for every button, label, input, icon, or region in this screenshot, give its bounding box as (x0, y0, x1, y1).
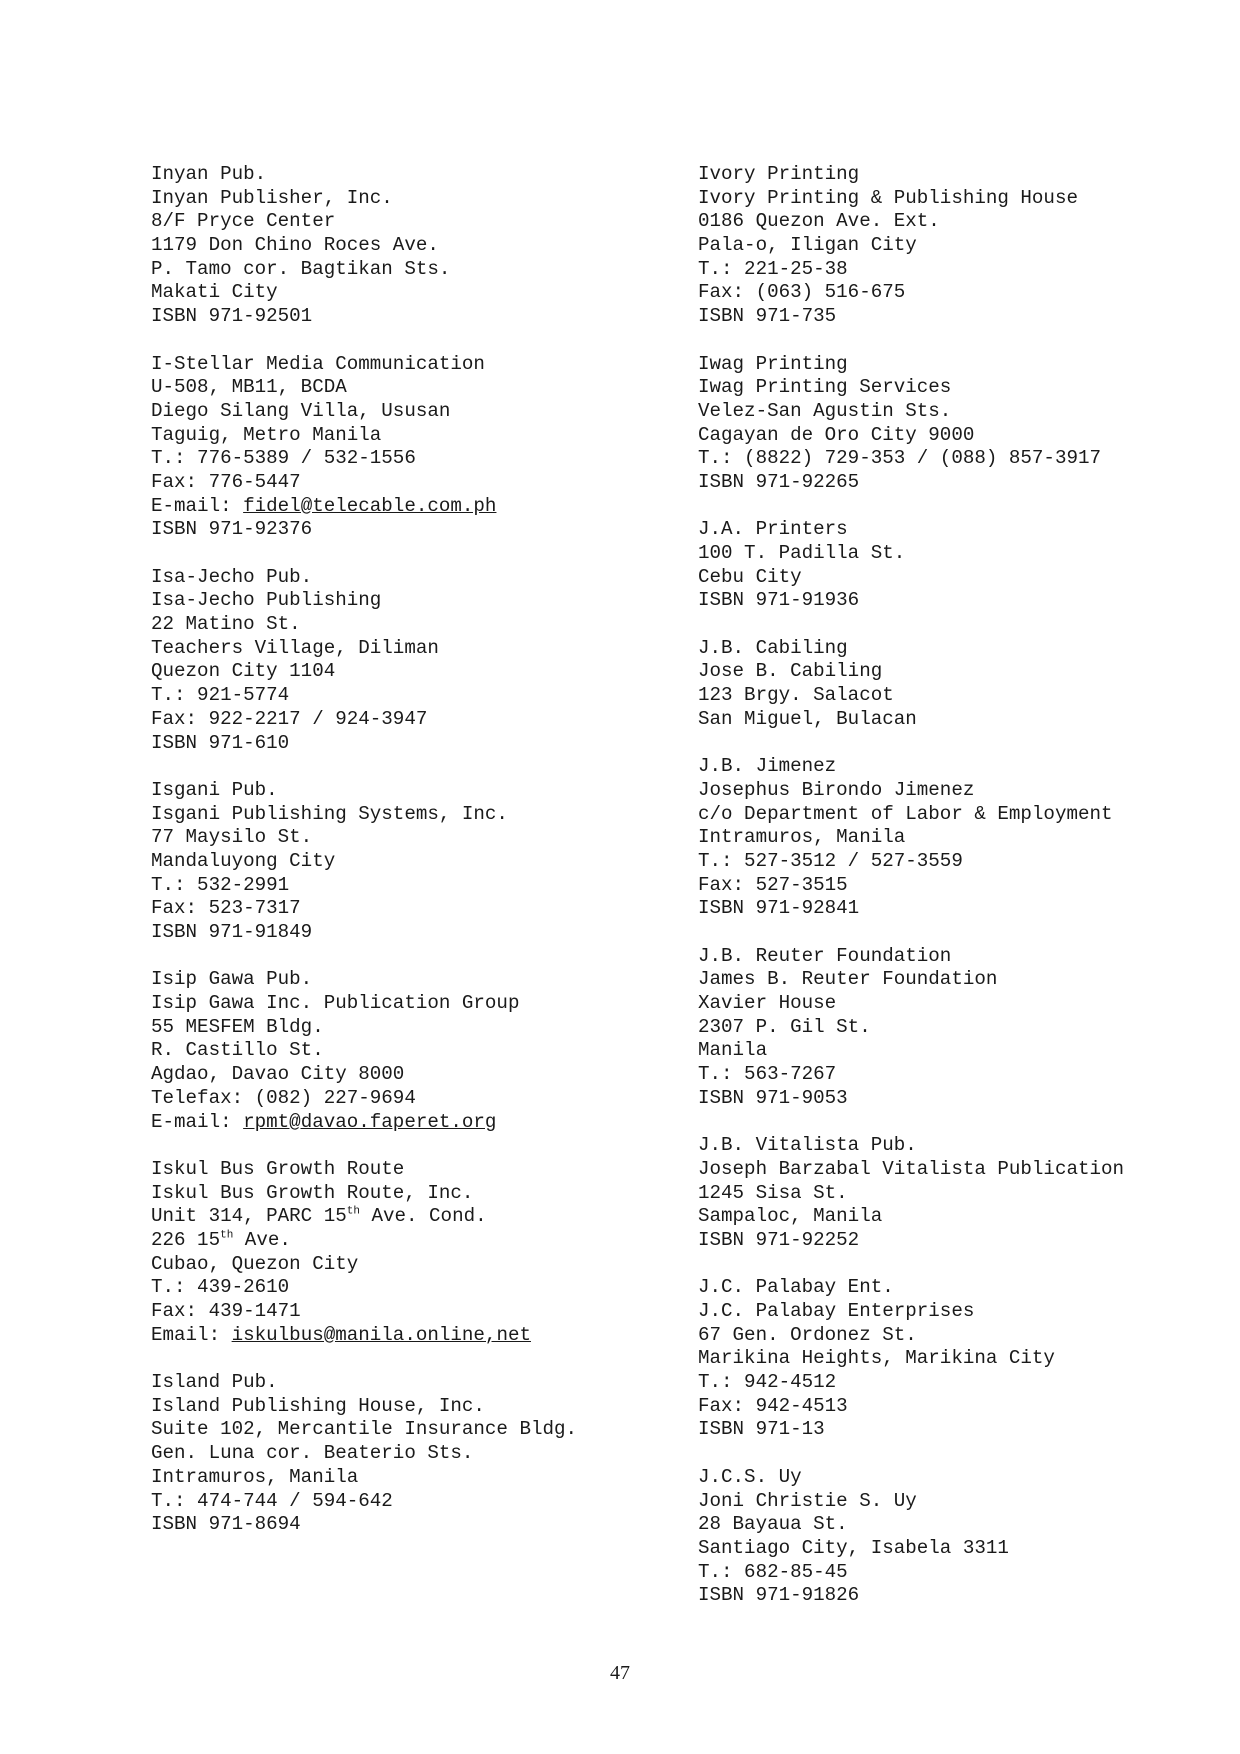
entry-line: Joseph Barzabal Vitalista Publication (698, 1157, 1125, 1180)
entry-line: Velez-San Agustin Sts. (698, 399, 952, 422)
entry-line: T.: 776-5389 / 532-1556 (151, 447, 416, 470)
entry-line (151, 1205, 577, 1229)
entry-line: San Miguel, Bulacan (698, 707, 917, 730)
entry-line: ISBN 971-8694 (151, 1513, 301, 1536)
entry-line: Intramuros, Manila (698, 826, 906, 849)
entry-line: 8/F Pryce Center (151, 210, 336, 233)
email-label: Email: (151, 1323, 232, 1346)
publisher-short-name: Iwag Printing (698, 352, 848, 375)
entry-line: T.: 563-7267 (698, 1063, 837, 1086)
publisher-entry (698, 637, 1124, 732)
email-link[interactable]: iskulbus@manila.online,net (231, 1323, 531, 1346)
entry-line: Isip Gawa Inc. Publication Group (151, 992, 520, 1015)
email-label: E-mail: (151, 1110, 244, 1133)
entry-line: J.C. Palabay Enterprises (698, 1300, 975, 1322)
entry-line: Xavier House (698, 992, 837, 1015)
entry-line: 0186 Quezon Ave. Ext. (698, 210, 940, 233)
publisher-entry (151, 566, 577, 756)
entry-line: 67 Gen. Ordonez St. (698, 1323, 917, 1346)
ordinal-suffix: th (220, 1229, 234, 1242)
entry-line: T.: 942-4512 (698, 1371, 837, 1394)
email-line (151, 1111, 577, 1135)
line-text: Unit 314, PARC 15 (151, 1205, 347, 1228)
ordinal-suffix: th (346, 1205, 360, 1218)
entry-line: T.: 682-85-45 (698, 1560, 848, 1583)
publisher-short-name: Isgani Pub. (151, 778, 278, 801)
entry-line: Fax: 523-7317 (151, 897, 301, 920)
entry-line: ISBN 971-92501 (151, 305, 313, 328)
entry-line: Josephus Birondo Jimenez (698, 778, 975, 801)
publisher-entry (151, 1158, 577, 1348)
publisher-entry (698, 353, 1124, 495)
publisher-entry (151, 1371, 577, 1537)
publisher-short-name: J.B. Reuter Foundation (698, 944, 952, 967)
publisher-short-name: Island Pub. (151, 1371, 278, 1394)
entry-line: 2307 P. Gil St. (698, 1015, 871, 1038)
entry-line: Fax: 776-5447 (151, 470, 301, 493)
email-line (151, 495, 577, 519)
entry-line: T.: 474-744 / 594-642 (151, 1489, 393, 1512)
publisher-short-name: I-Stellar Media Communication (151, 352, 485, 375)
right-column (698, 163, 1124, 1632)
entry-line: Cagayan de Oro City 9000 (698, 423, 975, 446)
page-number: 47 (610, 1662, 630, 1684)
publisher-entry (698, 1466, 1124, 1608)
entry-line: 55 MESFEM Bldg. (151, 1015, 324, 1038)
entry-line: 123 Brgy. Salacot (698, 684, 894, 707)
entry-line: Diego Silang Villa, Ususan (151, 399, 451, 422)
entry-line: Teachers Village, Diliman (151, 636, 439, 659)
entry-line: Pala-o, Iligan City (698, 234, 917, 257)
entry-line: 1179 Don Chino Roces Ave. (151, 234, 439, 257)
entry-line: Cebu City (698, 565, 802, 588)
entry-line: Inyan Publisher, Inc. (151, 186, 393, 209)
entry-line: ISBN 971-13 (698, 1418, 825, 1441)
entry-line: ISBN 971-92252 (698, 1228, 860, 1251)
publisher-short-name: J.C.S. Uy (698, 1465, 802, 1488)
entry-line: Santiago City, Isabela 3311 (698, 1536, 1009, 1559)
publisher-entry (151, 163, 577, 329)
entry-line (151, 1229, 577, 1253)
entry-line: ISBN 971-92376 (151, 518, 313, 541)
entry-line: Fax: 922-2217 / 924-3947 (151, 707, 428, 730)
entry-line: Taguig, Metro Manila (151, 423, 382, 446)
entry-line: ISBN 971-91826 (698, 1584, 860, 1607)
email-link[interactable]: rpmt@davao.faperet.org (243, 1110, 497, 1133)
publisher-entry (151, 779, 577, 945)
entry-line: ISBN 971-9053 (698, 1086, 848, 1109)
entry-line: Fax: 439-1471 (151, 1300, 301, 1322)
entry-line: 1245 Sisa St. (698, 1181, 848, 1204)
entry-line: Fax: (063) 516-675 (698, 281, 906, 304)
entry-line: Quezon City 1104 (151, 660, 336, 683)
entry-line: R. Castillo St. (151, 1039, 324, 1062)
publisher-entry (698, 1276, 1124, 1442)
publisher-short-name: Inyan Pub. (151, 163, 267, 185)
entry-line: c/o Department of Labor & Employment (698, 802, 1113, 825)
entry-line: T.: 527-3512 / 527-3559 (698, 849, 963, 872)
publisher-short-name: Isip Gawa Pub. (151, 968, 313, 991)
entry-line: Suite 102, Mercantile Insurance Bldg. (151, 1418, 578, 1441)
entry-line: Iskul Bus Growth Route, Inc. (151, 1181, 474, 1204)
entry-line: Isa-Jecho Publishing (151, 589, 382, 612)
entry-line: 28 Bayaua St. (698, 1513, 848, 1536)
entry-line: T.: 921-5774 (151, 684, 290, 707)
publisher-short-name: J.B. Vitalista Pub. (698, 1134, 917, 1157)
entry-line: Manila (698, 1039, 768, 1062)
publisher-short-name: Isa-Jecho Pub. (151, 565, 313, 588)
publisher-short-name: J.A. Printers (698, 518, 848, 541)
line-text: Ave. (233, 1228, 291, 1251)
entry-line: James B. Reuter Foundation (698, 968, 998, 991)
entry-line: Island Publishing House, Inc. (151, 1394, 485, 1417)
entry-line: Sampaloc, Manila (698, 1205, 883, 1228)
entry-line: T.: 439-2610 (151, 1276, 290, 1299)
entry-line: ISBN 971-92841 (698, 897, 860, 920)
email-link[interactable]: fidel@telecable.com.ph (243, 494, 497, 517)
line-text: 226 15 (151, 1228, 221, 1251)
entry-line: 22 Matino St. (151, 613, 301, 636)
publisher-entry (151, 968, 577, 1134)
entry-line: U-508, MB11, BCDA (151, 376, 347, 399)
left-column (151, 163, 577, 1561)
publisher-entry (698, 1134, 1124, 1252)
entry-line: Telefax: (082) 227-9694 (151, 1086, 416, 1109)
entry-line: 100 T. Padilla St. (698, 542, 906, 564)
entry-line: Cubao, Quezon City (151, 1252, 359, 1275)
publisher-entry (698, 163, 1124, 329)
entry-line: Fax: 527-3515 (698, 873, 848, 896)
publisher-short-name: J.B. Jimenez (698, 755, 837, 778)
publisher-entry (698, 945, 1124, 1111)
publisher-entry (698, 518, 1124, 613)
line-text: Ave. Cond. (359, 1205, 487, 1228)
entry-line: Iwag Printing Services (698, 376, 952, 399)
entry-line: Marikina Heights, Marikina City (698, 1347, 1055, 1370)
entry-line: Makati City (151, 281, 278, 304)
entry-line: Isgani Publishing Systems, Inc. (151, 802, 508, 825)
publisher-short-name: Iskul Bus Growth Route (151, 1157, 405, 1180)
entry-line: 77 Maysilo St. (151, 826, 313, 849)
entry-line: ISBN 971-610 (151, 731, 290, 754)
entry-line: T.: 532-2991 (151, 873, 290, 896)
entry-line: ISBN 971-91849 (151, 921, 313, 943)
entry-line: Mandaluyong City (151, 849, 336, 872)
entry-line: Ivory Printing & Publishing House (698, 186, 1078, 209)
entry-line: Fax: 942-4513 (698, 1394, 848, 1417)
entry-line: ISBN 971-735 (698, 305, 837, 328)
entry-line: Intramuros, Manila (151, 1465, 359, 1488)
email-label: E-mail: (151, 494, 244, 517)
entry-line: ISBN 971-91936 (698, 589, 860, 612)
entry-line: T.: (8822) 729-353 / (088) 857-3917 (698, 447, 1102, 470)
entry-line: T.: 221-25-38 (698, 257, 848, 280)
publisher-entry (151, 353, 577, 543)
entry-line: P. Tamo cor. Bagtikan Sts. (151, 257, 451, 280)
publisher-short-name: J.B. Cabiling (698, 636, 848, 659)
publisher-entry (698, 755, 1124, 921)
entry-line: Agdao, Davao City 8000 (151, 1063, 405, 1086)
entry-line: Joni Christie S. Uy (698, 1489, 917, 1512)
entry-line: Jose B. Cabiling (698, 660, 883, 683)
publisher-short-name: Ivory Printing (698, 163, 860, 185)
publisher-short-name: J.C. Palabay Ent. (698, 1276, 894, 1299)
email-line (151, 1324, 577, 1348)
entry-line: ISBN 971-92265 (698, 470, 860, 493)
entry-line: Gen. Luna cor. Beaterio Sts. (151, 1442, 474, 1465)
